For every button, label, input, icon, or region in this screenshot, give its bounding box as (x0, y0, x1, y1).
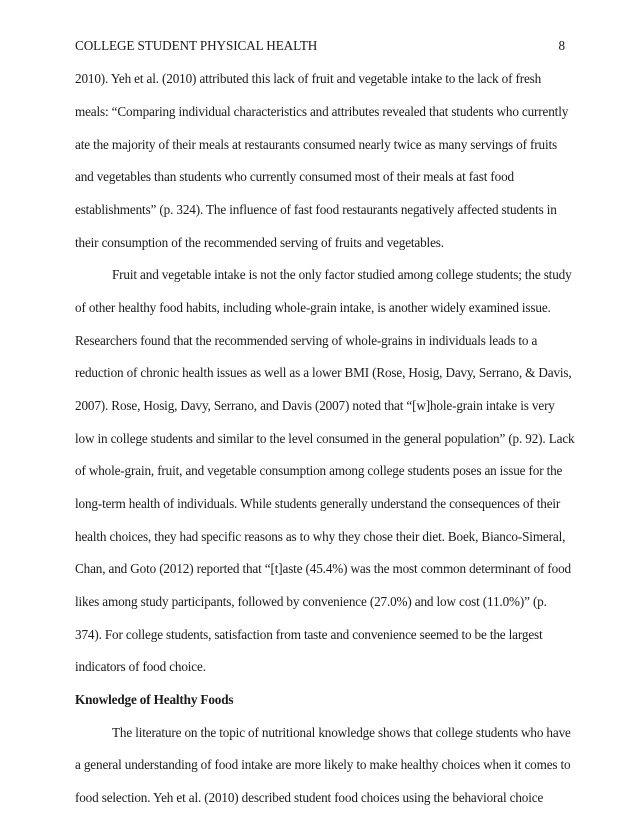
body-line: low in college students and similar to the level consumed in the general population” (p. 92). Lack (75, 431, 575, 446)
body-line: long-term health of individuals. While students generally understand the consequences of their (75, 496, 561, 511)
running-head-title: COLLEGE STUDENT PHYSICAL HEALTH (75, 38, 318, 53)
body-line: a general understanding of food intake are more likely to make healthy choices when it comes to (75, 757, 571, 772)
body-line: 2010). Yeh et al. (2010) attributed this lack of fruit and vegetable intake to the lack of fresh (75, 71, 542, 86)
body-line: ate the majority of their meals at restaurants consumed nearly twice as many servings of fruits (75, 137, 557, 152)
body-line: of whole-grain, fruit, and vegetable consumption among college students poses an issue for the (75, 463, 563, 478)
body-line: Researchers found that the recommended serving of whole-grains in individuals leads to a (75, 333, 538, 348)
body-line: reduction of chronic health issues as well as a lower BMI (Rose, Hosig, Davy, Serrano, & Davis, (75, 365, 572, 380)
body-line: of other healthy food habits, including whole-grain intake, is another widely examined issue. (75, 300, 551, 315)
body-line: 374). For college students, satisfaction from taste and convenience seemed to be the largest (75, 627, 543, 642)
body-line: their consumption of the recommended serving of fruits and vegetables. (75, 235, 444, 250)
body-line: health choices, they had specific reasons as to why they chose their diet. Boek, Bianco-Simeral, (75, 529, 566, 544)
body-line-indented: Fruit and vegetable intake is not the only factor studied among college students; the study (112, 267, 572, 282)
body-line-indented: The literature on the topic of nutritional knowledge shows that college students who have (112, 725, 571, 740)
body-line: Chan, and Goto (2012) reported that “[t]aste (45.4%) was the most common determinant of food (75, 561, 571, 576)
body-line: 2007). Rose, Hosig, Davy, Serrano, and Davis (2007) noted that “[w]hole-grain intake is very (75, 398, 555, 413)
body-line: likes among study participants, followed by convenience (27.0%) and low cost (11.0%)” (p. (75, 594, 547, 609)
body-line: meals: “Comparing individual characteristics and attributes revealed that students who currently (75, 104, 569, 119)
body-line: establishments” (p. 324). The influence of fast food restaurants negatively affected students in (75, 202, 557, 217)
page-number: 8 (558, 38, 565, 53)
section-heading: Knowledge of Healthy Foods (75, 692, 234, 707)
body-line: and vegetables than students who currently consumed most of their meals at fast food (75, 169, 514, 184)
running-head (75, 36, 565, 56)
body-line: food selection. Yeh et al. (2010) described student food choices using the behavioral choice (75, 790, 544, 805)
body-line: indicators of food choice. (75, 659, 206, 674)
